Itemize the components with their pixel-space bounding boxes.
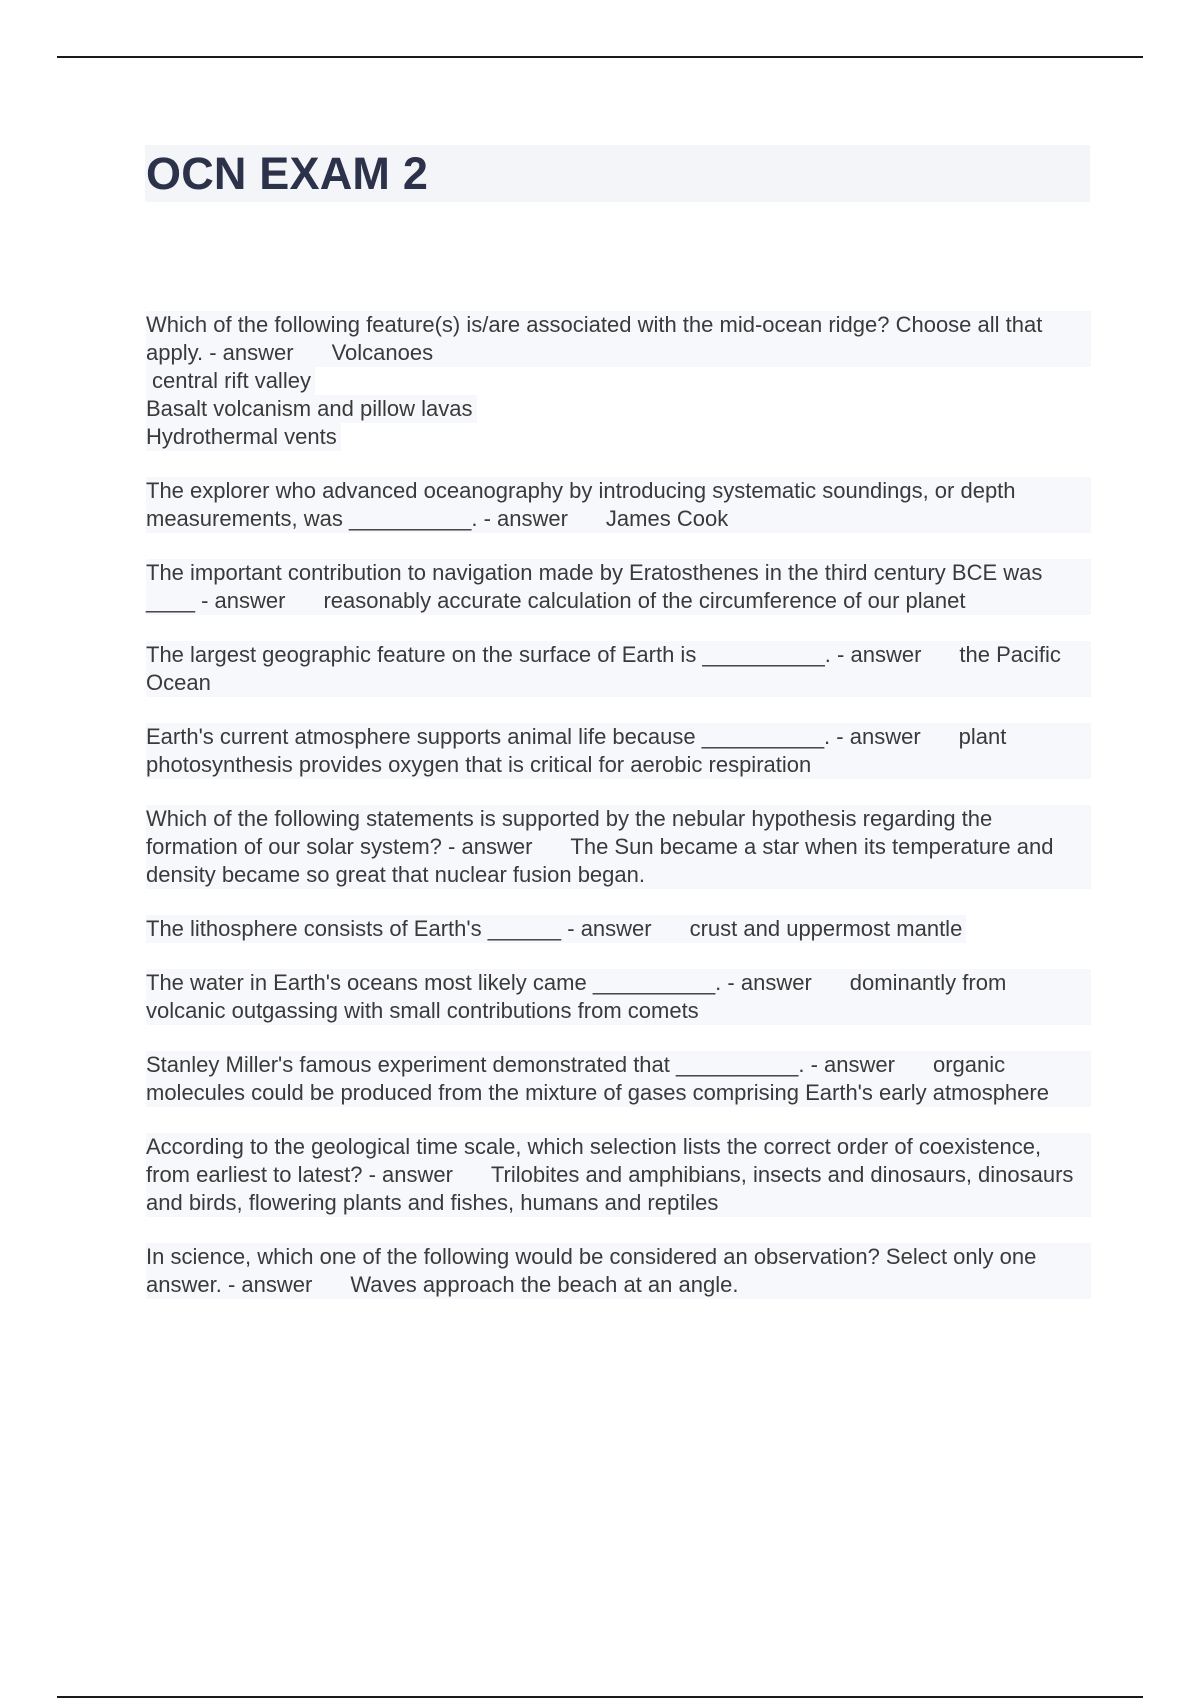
- qa-item-5-text: [146, 723, 1091, 779]
- answer-text: reasonably accurate calculation of the circumference of our planet: [323, 588, 966, 613]
- page-title: OCN EXAM 2: [146, 148, 429, 199]
- answer-separator: - answer: [368, 1162, 453, 1187]
- qa-item-6: [146, 805, 1091, 889]
- answer-text: the Pacific Ocean: [146, 642, 1068, 695]
- qa-item-4: [146, 641, 1091, 697]
- answer-separator: - answer: [836, 724, 921, 749]
- answer-text: Volcanoes: [331, 340, 434, 365]
- qa-item-10-text: [146, 1133, 1091, 1217]
- qa-item-7-text: [146, 915, 966, 943]
- answer-separator: - answer: [448, 834, 533, 859]
- qa-item-11: [146, 1243, 1091, 1299]
- question-text: According to the geological time scale, which selection lists the correct order of coexistence, from earliest to latest?: [146, 1134, 1048, 1187]
- answer-separator: - answer: [567, 916, 652, 941]
- answer-text: crust and uppermost mantle: [689, 916, 963, 941]
- qa-item-1: [146, 311, 1091, 451]
- answer-separator: - answer: [727, 970, 812, 995]
- qa-item-7: [146, 915, 1091, 943]
- qa-item-1-text: [146, 311, 1091, 367]
- answer-separator: - answer: [201, 588, 286, 613]
- qa-item-11-text: [146, 1243, 1091, 1299]
- qa-item-3: [146, 559, 1091, 615]
- question-text: Stanley Miller's famous experiment demonstrated that __________.: [146, 1052, 805, 1077]
- qa-item-3-text: [146, 559, 1091, 615]
- qa-item-9-text: [146, 1051, 1091, 1107]
- qa-item-6-text: [146, 805, 1091, 889]
- answer-text: organic molecules could be produced from the mixture of gases comprising Earth's early atmosphere: [146, 1052, 1049, 1105]
- answer-line: central rift valley: [146, 367, 315, 395]
- answer-separator: - answer: [483, 506, 568, 531]
- question-text: The largest geographic feature on the surface of Earth is __________.: [146, 642, 831, 667]
- answer-separator: - answer: [837, 642, 922, 667]
- qa-item-8: [146, 969, 1091, 1025]
- qa-item-2-text: [146, 477, 1091, 533]
- question-text: Earth's current atmosphere supports animal life because __________.: [146, 724, 831, 749]
- question-text: The explorer who advanced oceanography by introducing systematic soundings, or depth measurements, was __________.: [146, 478, 1022, 531]
- qa-item-9: [146, 1051, 1091, 1107]
- qa-list: [146, 311, 1091, 1325]
- qa-item-2: [146, 477, 1091, 533]
- answer-text: The Sun became a star when its temperature and density became so great that nuclear fusion began.: [146, 834, 1060, 887]
- qa-item-5: [146, 723, 1091, 779]
- answer-text: Waves approach the beach at an angle.: [350, 1272, 739, 1297]
- question-text: The important contribution to navigation made by Eratosthenes in the third century BCE was ____: [146, 560, 1049, 613]
- answer-text: James Cook: [605, 506, 729, 531]
- qa-item-10: [146, 1133, 1091, 1217]
- qa-item-8-text: [146, 969, 1091, 1025]
- answer-separator: - answer: [810, 1052, 895, 1077]
- question-text: The water in Earth's oceans most likely came __________.: [146, 970, 722, 995]
- qa-item-4-text: [146, 641, 1091, 697]
- question-text: In science, which one of the following would be considered an observation? Select only one answer.: [146, 1244, 1043, 1297]
- question-text: Which of the following feature(s) is/are associated with the mid-ocean ridge? Choose all that apply.: [146, 312, 1049, 365]
- answer-text: dominantly from volcanic outgassing with small contributions from comets: [146, 970, 1013, 1023]
- answer-separator: - answer: [227, 1272, 313, 1297]
- top-divider: [57, 56, 1143, 58]
- bottom-divider: [57, 1696, 1143, 1698]
- answer-line: Basalt volcanism and pillow lavas: [146, 395, 477, 423]
- answer-line: Hydrothermal vents: [146, 423, 341, 451]
- answer-text: plant photosynthesis provides oxygen that is critical for aerobic respiration: [146, 724, 1013, 777]
- question-text: Which of the following statements is supported by the nebular hypothesis regarding the formation of our solar system?: [146, 806, 999, 859]
- question-text: The lithosphere consists of Earth's ______: [146, 916, 562, 941]
- answer-text: Trilobites and amphibians, insects and dinosaurs, dinosaurs and birds, flowering plants and fishes, humans and reptiles: [146, 1162, 1080, 1215]
- answer-separator: - answer: [209, 340, 294, 365]
